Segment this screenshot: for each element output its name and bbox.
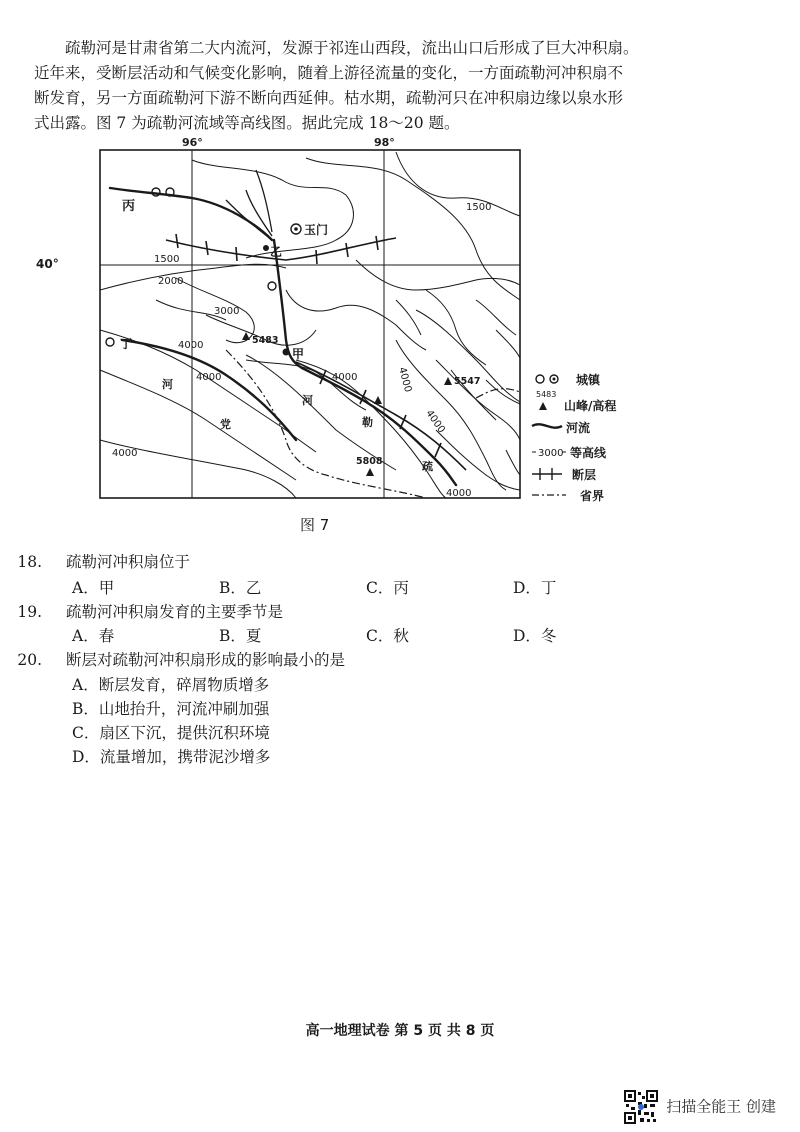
contour-line [246,355,396,470]
map-frame [100,150,520,498]
contour-line [396,152,520,216]
contour-label: 4000 [112,448,138,459]
intro-line: 近年来，受断层活动和气候变化影响，随着上游径流量的变化，一方面疏勒河冲积扇不 [34,64,624,82]
town-marker [268,282,276,290]
option-a: A．断层发育，碎屑物质增多 [72,676,270,694]
legend-peak-sample: 5483 [536,390,557,399]
river-label: 勒 [362,416,373,429]
legend-river-icon [532,424,562,427]
option-a: A．春 [72,627,115,645]
contour-label: 4000 [446,488,472,499]
option-a: A．甲 [72,579,115,597]
legend-town-icon [536,375,544,383]
contour-map [36,136,736,510]
question-number: 20. [17,651,42,669]
lat-label-40: 40° [36,257,59,271]
qr-code-icon [624,1090,658,1124]
legend-contour-label: 等高线 [570,446,607,460]
river-tributary [256,170,272,232]
town-marker [106,338,114,346]
question-19-options [72,624,660,646]
contour-line [296,360,446,498]
legend-contour-sample: 3000 [538,448,564,459]
place-label-yumen: 玉门 [304,223,329,237]
contour-label: 4000 [178,340,204,351]
lon-label-96: 96° [182,136,203,149]
contour-line [396,340,506,490]
peak-elevation: 5547 [454,376,481,387]
intro-paragraph [34,36,674,136]
place-label-ding: 丁 [120,337,133,351]
contour-line [506,450,520,475]
legend-peak-label: 山峰/高程 [564,399,617,413]
contour-label: 3000 [214,306,240,317]
contour-line [476,300,516,335]
option-b: B．乙 [219,579,262,597]
peak-marker [374,396,382,404]
fault-tick [316,250,317,264]
legend-peak-icon [539,402,547,410]
question-stem: 疏勒河冲积扇位于 [66,553,191,571]
contour-label: 2000 [158,276,184,287]
contour-line [416,310,520,402]
fault-tick [206,241,208,255]
place-label-yi: 乙 [270,245,283,259]
peak-marker [242,332,250,340]
contour-line [100,370,296,480]
intro-line: 疏勒河是甘肃省第二大内流河，发源于祁连山西段，流出山口后形成了巨大冲积扇。 [65,39,639,57]
watermark-text: 扫描全能王 创建 [666,1097,776,1116]
question-18 [0,550,190,572]
place-label-bing: 丙 [122,199,136,214]
place-point-yi [263,245,269,251]
legend-border-label: 省界 [580,489,605,503]
peak-elevation: 5483 [252,335,279,346]
page-footer: 高一地理试卷 第 5 页 共 8 页 [305,1023,495,1039]
town-marker [152,188,160,196]
question-number: 19. [17,603,42,621]
fault-tick [346,243,348,257]
contour-line [496,330,520,358]
contour-label: 4000 [396,366,414,394]
lon-label-98: 98° [374,136,395,149]
place-point-jia [283,349,290,356]
question-stem: 疏勒河冲积扇发育的主要季节是 [66,603,284,621]
town-marker-dot [294,227,298,231]
contour-label: 1500 [466,202,492,213]
river-tributary [226,200,272,240]
contour-line [436,360,520,440]
river-label: 河 [302,394,313,407]
intro-line: 断发育，另一方面疏勒河下游不断向西延伸。枯水期，疏勒河只在冲积扇边缘以泉水形 [34,89,624,107]
map-legend [532,372,616,503]
question-stem: 断层对疏勒河冲积扇形成的影响最小的是 [66,651,346,669]
river-label: 河 [162,378,173,391]
contour-line [396,300,421,335]
contour-label: 1500 [154,254,180,265]
peak-marker [444,377,452,385]
question-18-options [72,576,660,598]
option-d: D．流量增加，携带泥沙增多 [72,748,271,766]
contour-line [192,160,353,258]
option-d: D．丁 [513,579,557,597]
contour-label: 4000 [423,408,447,436]
question-20 [0,648,345,670]
contour-line [286,290,426,350]
option-c: C．扇区下沉，提供沉积环境 [72,724,270,742]
figure-caption: 图 7 [300,516,330,534]
contour-line [486,380,520,404]
intro-line: 式出露。图 7 为疏勒河流域等高线图。据此完成 18～20 题。 [34,114,460,132]
fault-tick [435,443,441,457]
peak-marker [366,468,374,476]
scanner-watermark [624,1090,776,1124]
river-label: 疏 [422,460,433,473]
fault-tick [176,234,178,248]
contour-line [436,430,520,490]
fault-tick [376,236,378,250]
river-label: 党 [220,418,231,431]
option-d: D．冬 [513,627,557,645]
province-border [476,389,520,398]
place-label-jia: 甲 [292,347,305,361]
option-c: C．秋 [366,627,409,645]
legend-river-label: 河流 [566,421,591,435]
legend-fault-label: 断层 [572,468,597,482]
legend-town-label: 城镇 [576,373,601,387]
option-b: B．山地抬升，河流冲刷加强 [72,700,270,718]
peak-elevation: 5808 [356,456,383,467]
fault-tick [236,247,237,261]
option-c: C．丙 [366,579,409,597]
question-number: 18. [17,553,42,571]
contour-label: 4000 [332,372,358,383]
contour-label: 4000 [196,372,222,383]
option-b: B．夏 [219,627,262,645]
question-19 [0,600,283,622]
legend-town-icon-dot [553,378,556,381]
